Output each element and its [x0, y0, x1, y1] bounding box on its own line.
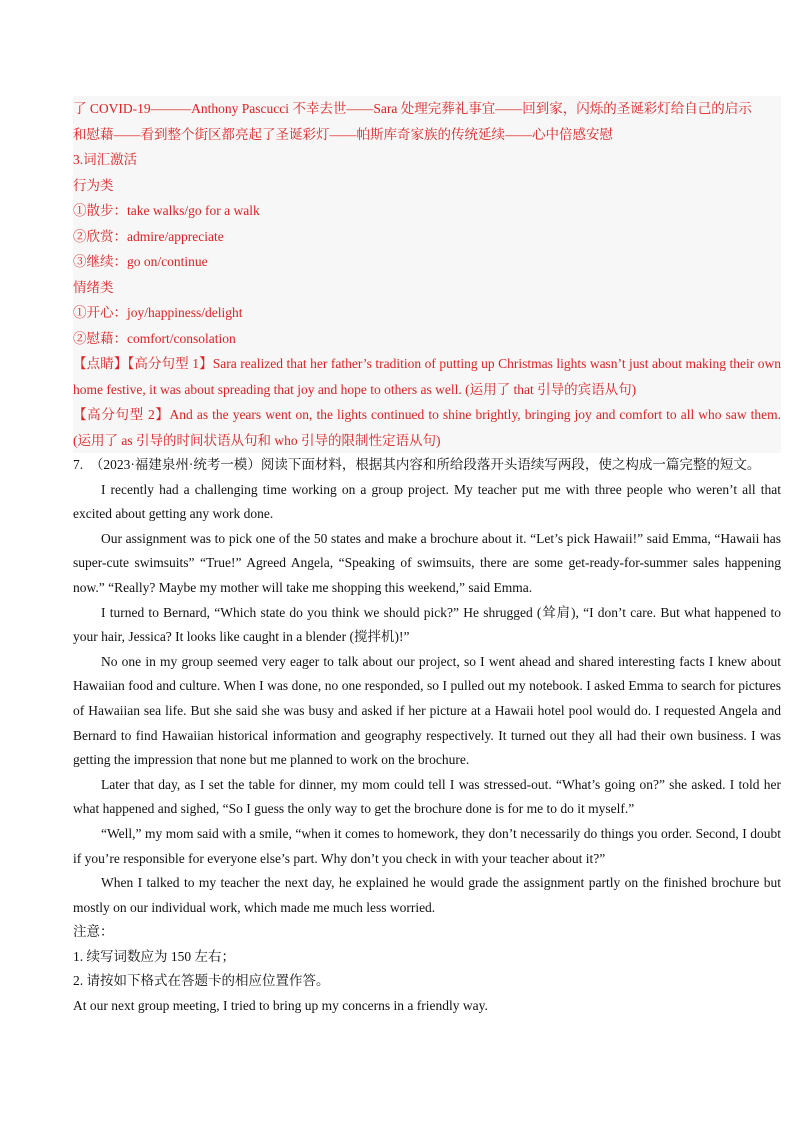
question-header: 7. （2023·福建泉州·统考一模）阅读下面材料，根据其内容和所给段落开头语续写两段，使之构成一篇完整的短文。: [73, 457, 761, 472]
plot-summary-line-1: 了 COVID-19———Anthony Pascucci 不幸去世——Sara 处理完葬礼事宜——回到家，闪烁的圣诞彩灯给自己的启示: [73, 101, 752, 116]
vocab-category-behavior: 行为类: [73, 177, 114, 193]
continuation-opening-line: At our next group meeting, I tried to bring up my concerns in a friendly way.: [73, 998, 488, 1014]
passage-paragraph: I turned to Bernard, “Which state do you think we should pick?” He shrugged (耸肩), “I don’t care. But what happened to your hair, Jessica? It looks like caught in a blender (搅拌机)!”: [73, 604, 781, 645]
passage-paragraph: I recently had a challenging time working on a group project. My teacher put me with three people who weren’t all that excited about getting any work done.: [73, 481, 781, 522]
high-score-sentence-2: 【高分句型 2】And as the years went on, the lights continued to shine brightly, bringing joy and comfort to all who saw them. (运用了 as 引导的时间状语从句和 who 引导的限制性定语从句): [73, 407, 781, 448]
plot-summary-line-2: 和慰藉——看到整个街区都亮起了圣诞彩灯——帕斯库奇家族的传统延续——心中倍感安慰: [73, 126, 613, 142]
vocab-item: ①散步：take walks/go for a walk: [73, 203, 260, 218]
document-page: [73, 96, 781, 1019]
high-score-sentence-1: 【点睛】【高分句型 1】Sara realized that her father’s tradition of putting up Christmas lights wasn’t just about making their own home festive, it was about spreading that joy and hope to others as well. (运用了 that 引导的宾语从句): [73, 356, 781, 397]
note-item: 1. 续写词数应为 150 左右；: [73, 948, 235, 964]
notes-title: 注意：: [73, 924, 114, 940]
answer-analysis-section: [73, 96, 781, 453]
vocab-item: ③继续：go on/continue: [73, 254, 208, 269]
vocab-title: 3.词汇激活: [73, 152, 138, 167]
vocab-item: ②欣赏：admire/appreciate: [73, 228, 224, 244]
vocab-item: ②慰藉：comfort/consolation: [73, 330, 236, 346]
passage-paragraph: When I talked to my teacher the next day, he explained he would grade the assignment partly on the finished brochure but mostly on our individual work, which made me much less worried.: [73, 875, 781, 915]
passage-paragraph: Later that day, as I set the table for dinner, my mom could tell I was stressed-out. “What’s going on?” she asked. I told her what happened and sighed, “So I guess the only way to get the brochure done is for me to do it myself.”: [73, 776, 781, 817]
vocab-category-emotion: 情绪类: [73, 279, 114, 295]
passage-paragraph: No one in my group seemed very eager to talk about our project, so I went ahead and shared interesting facts I knew about Hawaiian food and culture. When I was done, no one responded, so I pulled out my notebook. I asked Emma to search for pictures of Hawaiian sea life. But she said she was busy and asked if her picture at a Hawaii hotel pool would do. I requested Angela and Bernard to find Hawaiian historical information and geography respectively. It turned out they all had their own business. I was getting the impression that none but me planned to work on the brochure.: [73, 653, 781, 768]
question-section: [73, 453, 781, 1019]
passage-paragraph: “Well,” my mom said with a smile, “when it comes to homework, they don’t necessarily do things you order. Second, I doubt if you’re responsible for everyone else’s part. Why don’t you check in with your teacher about it?”: [73, 825, 781, 866]
note-item: 2. 请按如下格式在答题卡的相应位置作答。: [73, 973, 330, 989]
passage-paragraph: Our assignment was to pick one of the 50 states and make a brochure about it. “Let’s pick Hawaii!” said Emma, “Hawaii has super-cute swimsuits” “True!” Agreed Angela, “Speaking of swimsuits, there are some get-ready-for-summer sales happening now.” “Really? Maybe my mother will take me shopping this weekend,” said Emma.: [73, 530, 781, 595]
vocab-item: ①开心：joy/happiness/delight: [73, 305, 243, 320]
